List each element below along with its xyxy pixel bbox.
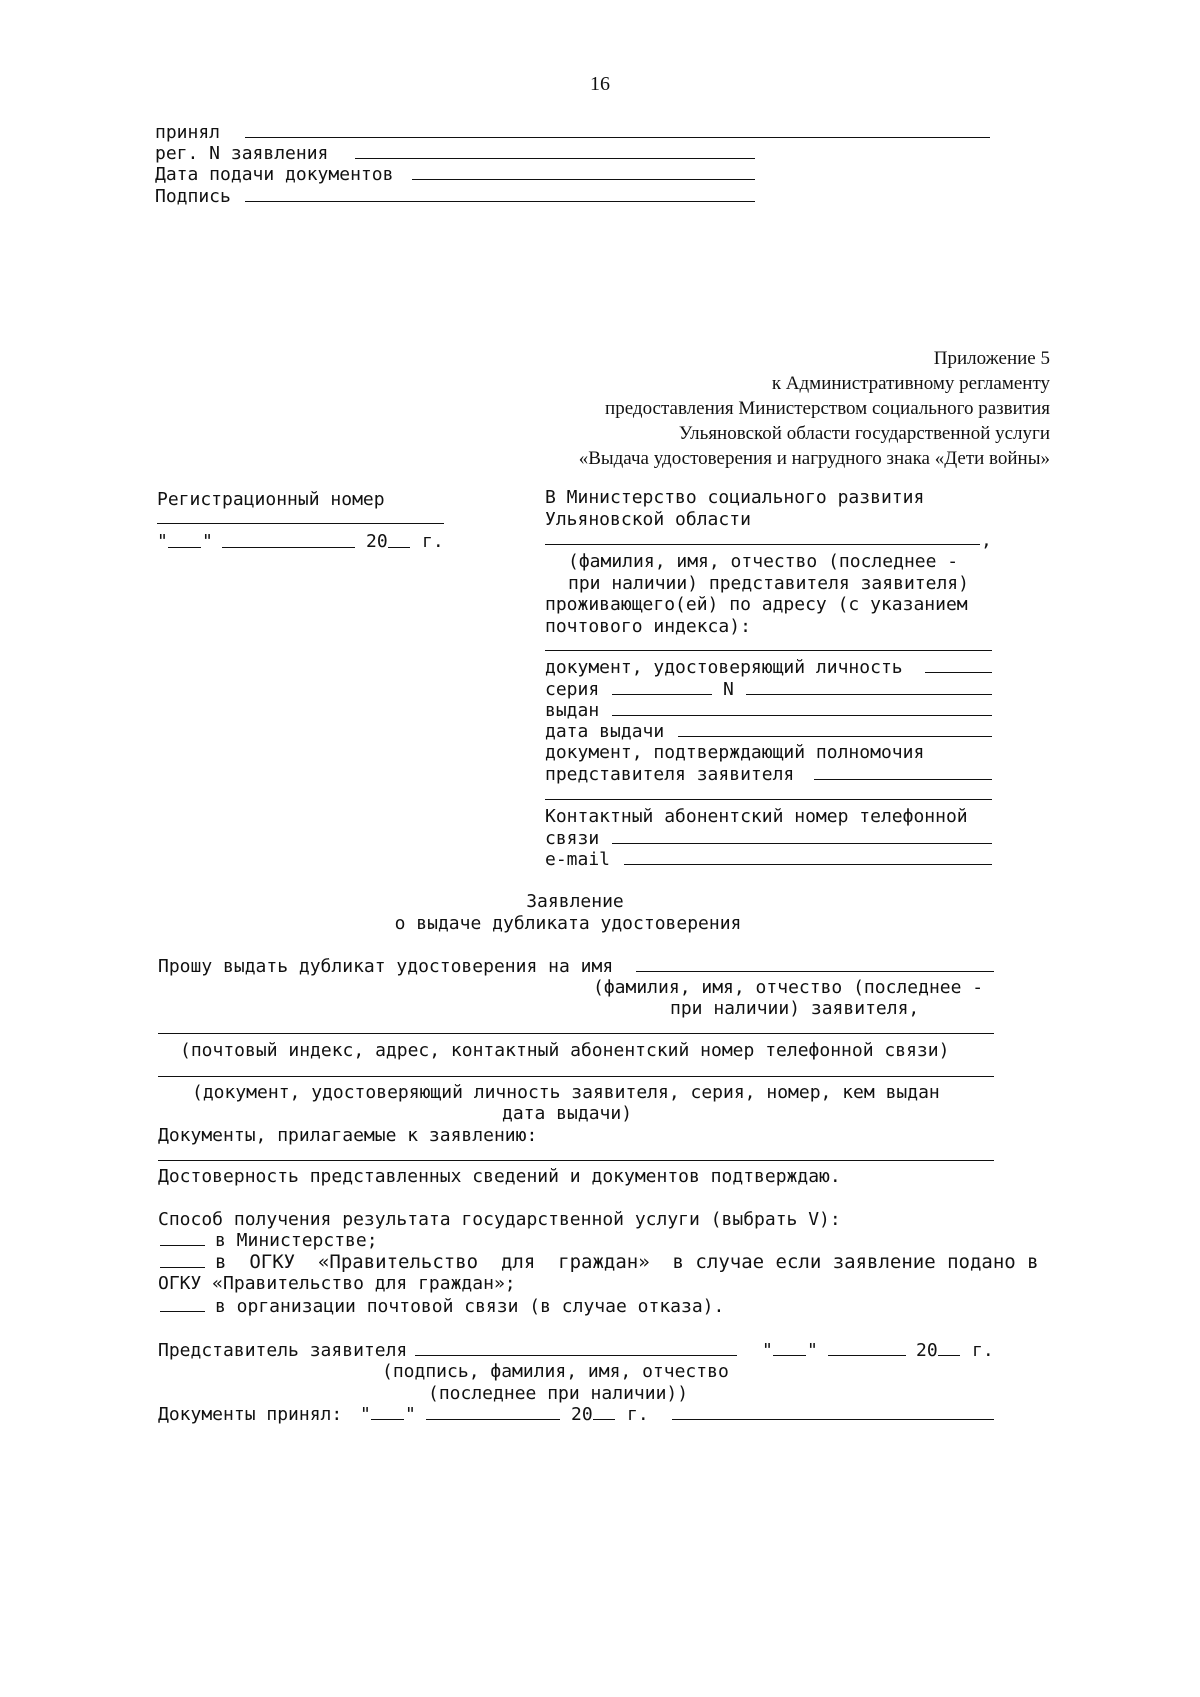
addressee-fio-hint-1: (фамилия, имя, отчество (последнее - <box>568 551 959 572</box>
request-fio-hint-1: (фамилия, имя, отчество (последнее - <box>593 977 984 998</box>
acc-day-line <box>371 1419 404 1420</box>
reg-month-line <box>222 547 355 548</box>
page-number: 16 <box>590 73 610 95</box>
phone-label-1: Контактный абонентский номер телефонной <box>545 806 968 827</box>
appendix-line-4: Ульяновской области государственной услуги <box>678 423 1050 444</box>
addressee-address-2: почтового индекса): <box>545 616 751 637</box>
rep-quote-close: " <box>807 1340 818 1361</box>
document-subtitle: о выдаче дубликата удостоверения <box>394 913 742 934</box>
option-3-checkbox-line[interactable] <box>160 1311 205 1312</box>
acc-year-suffix: г. <box>627 1404 649 1425</box>
intake-signature-label: Подпись <box>155 186 231 207</box>
email-line <box>624 864 992 865</box>
acc-quote-close: " <box>405 1404 416 1425</box>
reg-day-line <box>168 547 201 548</box>
authority-doc-label-2: представителя заявителя <box>545 764 795 785</box>
series-label: серия <box>545 679 600 700</box>
intake-signature-line <box>245 201 755 202</box>
option-1-text: в Министерстве; <box>215 1230 378 1251</box>
intake-date-line <box>412 179 755 180</box>
representative-signature-line <box>415 1355 737 1356</box>
reg-number-line <box>157 523 444 524</box>
intake-reg-line <box>355 158 755 159</box>
appendix-line-1: Приложение 5 <box>933 348 1050 369</box>
request-name-line <box>636 971 994 972</box>
request-text: Прошу выдать дубликат удостоверения на имя <box>158 956 614 977</box>
phone-line <box>612 843 992 844</box>
id-doc-applicant-line <box>158 1076 994 1077</box>
option-2-checkbox-line[interactable] <box>160 1267 205 1268</box>
rep-signature-hint-1: (подпись, фамилия, имя, отчество <box>382 1361 729 1382</box>
accepted-label: Документы принял: <box>158 1404 343 1425</box>
rep-year-line <box>938 1355 960 1356</box>
phone-label-2: связи <box>545 828 600 849</box>
rep-year-suffix: г. <box>972 1340 994 1361</box>
id-doc-line <box>925 672 992 673</box>
rep-day-line <box>773 1355 806 1356</box>
addressee-address-1: проживающего(ей) по адресу (с указанием <box>545 594 968 615</box>
issue-date-line <box>678 736 992 737</box>
representative-label: Представитель заявителя <box>158 1340 408 1361</box>
acc-signature-line <box>672 1419 994 1420</box>
option-1-checkbox-line[interactable] <box>160 1245 205 1246</box>
option-2-text-2: ОГКУ «Правительство для граждан»; <box>158 1273 516 1294</box>
id-doc-hint-1: (документ, удостоверяющий личность заявителя, серия, номер, кем выдан <box>192 1082 940 1103</box>
option-3-text: в организации почтовой связи (в случае отказа). <box>215 1296 725 1317</box>
intake-accepted-label: принял <box>155 122 221 143</box>
addressee-name-line <box>545 544 980 545</box>
rep-quote-open: " <box>762 1340 773 1361</box>
document-title: Заявление <box>526 891 624 912</box>
authority-doc-line-2 <box>545 799 992 800</box>
addressee-line-1: В Министерство социального развития <box>545 487 925 508</box>
appendix-line-5: «Выдача удостоверения и нагрудного знака «Дети войны» <box>578 448 1050 469</box>
addressee-line-2: Ульяновской области <box>545 509 751 530</box>
option-2-text-1: в ОГКУ «Правительство для граждан» в случае если заявление подано в <box>215 1251 1039 1273</box>
intake-reg-label: рег. N заявления <box>155 143 329 164</box>
appendix-heading <box>430 346 1050 471</box>
addressee-fio-hint-2: при наличии) представителя заявителя) <box>568 573 969 594</box>
id-doc-label: документ, удостоверяющий личность <box>545 657 903 678</box>
reg-year-prefix: 20 <box>366 531 388 552</box>
issued-line <box>612 715 992 716</box>
reg-quote-open: " <box>157 531 168 552</box>
number-line <box>746 694 992 695</box>
email-label: e-mail <box>545 849 611 870</box>
issue-date-label: дата выдачи <box>545 721 665 742</box>
rep-signature-hint-2: (последнее при наличии)) <box>428 1383 689 1404</box>
acc-year-prefix: 20 <box>571 1404 593 1425</box>
request-fio-hint-2: при наличии) заявителя, <box>670 998 920 1019</box>
confirm-text: Достоверность представленных сведений и документов подтверждаю. <box>158 1166 841 1187</box>
appendix-line-2: к Административному регламенту <box>771 373 1050 394</box>
authority-doc-label-1: документ, подтверждающий полномочия <box>545 742 925 763</box>
number-label: N <box>723 679 734 700</box>
reg-quote-close: " <box>202 531 213 552</box>
intake-date-label: Дата подачи документов <box>155 164 394 185</box>
attached-docs-label: Документы, прилагаемые к заявлению: <box>158 1125 538 1146</box>
issued-label: выдан <box>545 700 600 721</box>
addressee-address-line <box>545 650 992 651</box>
addressee-comma: , <box>981 530 992 551</box>
appendix-line-3: предоставления Министерством социального развития <box>605 398 1050 419</box>
reg-number-label: Регистрационный номер <box>157 489 385 510</box>
acc-quote-open: " <box>360 1404 371 1425</box>
reg-year-line <box>388 547 410 548</box>
reg-year-suffix: г. <box>422 531 444 552</box>
intake-accepted-line <box>245 137 990 138</box>
acc-month-line <box>426 1419 560 1420</box>
rep-year-prefix: 20 <box>916 1340 938 1361</box>
authority-doc-line <box>814 779 992 780</box>
id-doc-hint-2: дата выдачи) <box>502 1103 633 1124</box>
attached-docs-line <box>158 1160 994 1161</box>
method-label: Способ получения результата государственной услуги (выбрать V): <box>158 1209 841 1230</box>
series-line <box>612 694 712 695</box>
contact-hint: (почтовый индекс, адрес, контактный абонентский номер телефонной связи) <box>180 1040 950 1061</box>
rep-month-line <box>828 1355 906 1356</box>
contact-line <box>158 1033 994 1034</box>
acc-year-line <box>593 1419 615 1420</box>
